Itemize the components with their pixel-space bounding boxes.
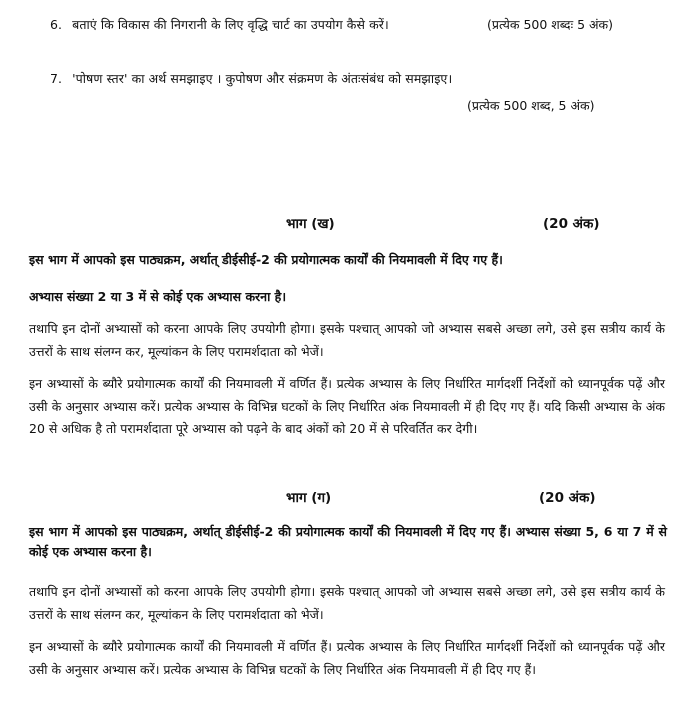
question-7 xyxy=(50,70,452,87)
section-c-marks: (20 अंक) xyxy=(539,490,596,506)
question-text: बताएं कि विकास की निगरानी के लिए वृद्धि चार्ट का उपयोग कैसे करें। xyxy=(72,17,389,32)
question-6-marks: (प्रत्येक 500 शब्दः 5 अंक) xyxy=(487,17,614,32)
section-c-paragraph-2: इन अभ्यासों के ब्यौरे प्रयोगात्मक कार्यों की नियमावली में वर्णित हैं। प्रत्येक अभ्यास के लिए निर्धारित मार्गदर्शी निर्देशों को ध्यानपूर्वक पढ़ें और उसी के अनुसार अभ्यास करें। प्रत्येक अभ्यास के विभिन्न घटकों के लिए निर्धारित अंक नियमावली में ही दिए गए हैं। xyxy=(29,639,665,677)
section-c-title: भाग (ग) xyxy=(286,490,332,506)
section-c-paragraph-1: तथापि इन दोनों अभ्यासों को करना आपके लिए उपयोगी होगा। इसके पश्चात् आपको जो अभ्यास सबसे अच्छा लगे, उसे इस सत्रीय कार्य के उत्तरों के साथ संलग्न कर, मूल्यांकन के लिए परामर्शदाता को भेजें। xyxy=(29,584,665,622)
section-b-instruction: अभ्यास संख्या 2 या 3 में से कोई एक अभ्यास करना है। xyxy=(29,289,287,304)
question-number: 7. xyxy=(50,71,63,86)
section-b-marks: (20 अंक) xyxy=(543,216,600,232)
question-text: 'पोषण स्तर' का अर्थ समझाइए । कुपोषण और संक्रमण के अंतःसंबंध को समझाइए। xyxy=(72,71,453,86)
section-b-paragraph-1: तथापि इन दोनों अभ्यासों को करना आपके लिए उपयोगी होगा। इसके पश्चात् आपको जो अभ्यास सबसे अच्छा लगे, उसे इस सत्रीय कार्य के उत्तरों के साथ संलग्न कर, मूल्यांकन के लिए परामर्शदाता को भेजें। xyxy=(29,321,665,359)
question-number: 6. xyxy=(50,17,63,32)
section-b-paragraph-2: इन अभ्यासों के ब्यौरे प्रयोगात्मक कार्यों की नियमावली में वर्णित हैं। प्रत्येक अभ्यास के लिए निर्धारित मार्गदर्शी निर्देशों को ध्यानपूर्वक पढ़ें और उसी के अनुसार अभ्यास करें। प्रत्येक अभ्यास के विभिन्न घटकों के लिए निर्धारित अंक नियमावली में ही दिए गए हैं। यदि किसी अभ्यास के अंक 20 से अधिक है तो परामर्शदाता पूरे अभ्यास को पढ़ने के बाद अंकों को 20 में से परिवर्तित कर देगी। xyxy=(29,376,665,436)
question-7-marks: (प्रत्येक 500 शब्द, 5 अंक) xyxy=(467,98,595,113)
question-6 xyxy=(50,16,389,33)
section-b-title: भाग (ख) xyxy=(286,216,335,232)
section-b-intro: इस भाग में आपको इस पाठ्यक्रम, अर्थात् डीईसीई-2 की प्रयोगात्मक कार्यों की नियमावली में दिए गए हैं। xyxy=(29,252,503,267)
section-c-intro: इस भाग में आपको इस पाठ्यक्रम, अर्थात् डीईसीई-2 की प्रयोगात्मक कार्यों की नियमावली में दिए गए हैं। अभ्यास संख्या 5, 6 या 7 में से कोई एक अभ्यास करना है। xyxy=(29,524,667,559)
